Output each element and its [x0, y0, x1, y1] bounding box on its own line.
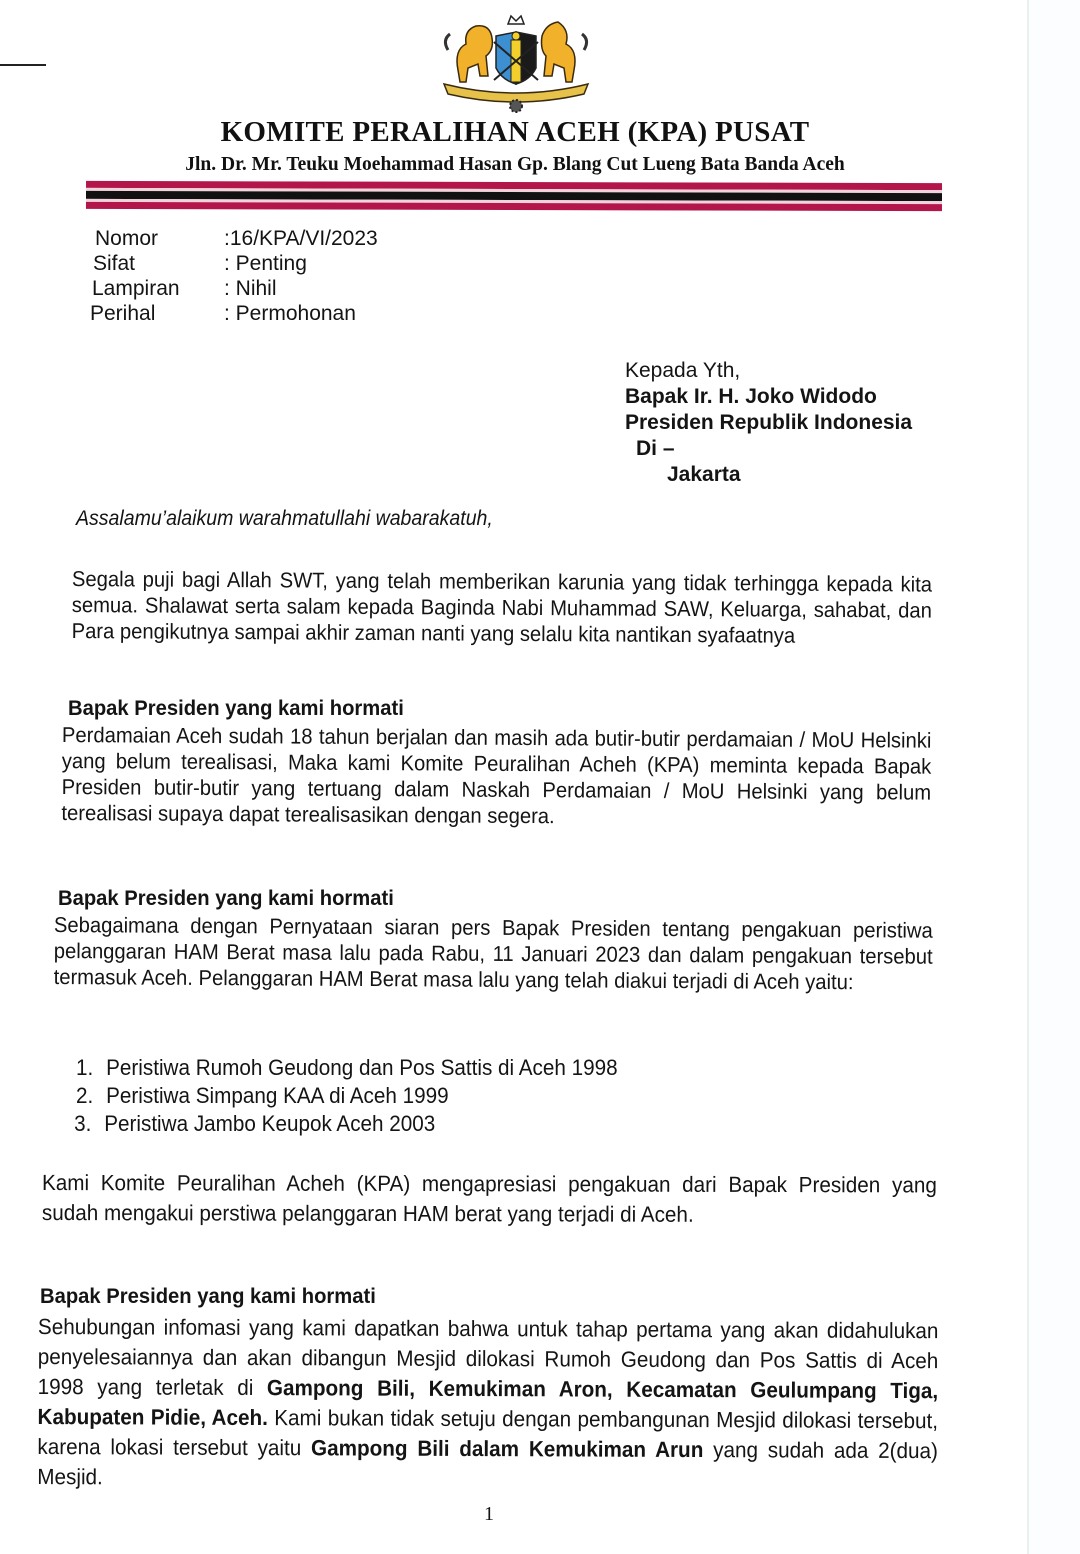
opening-paragraph: Segala puji bagi Allah SWT, yang telah memberikan karunia yang tidak terhingga kepada kita semua. Shalawat serta salam kepada Baginda Nabi Muhammad SAW, Keluarga, sahabat, dan Para pengikutnya sampai akhir zaman nanti yang selalu kita nantikan syafaatnya [71, 567, 933, 648]
location-bold: Gampong Bili, Kemukiman Aron, Kecamatan Geulumpang Tiga, Kabupaten Pidie, Aceh. [37, 1375, 939, 1431]
section-heading: Bapak Presiden yang kami hormati [68, 696, 404, 720]
location-bold: Gampong Bili dalam Kemukiman Arun [311, 1435, 704, 1463]
meta-nature [90, 251, 378, 276]
list-number: 3. [74, 1111, 92, 1136]
page-number: 1 [484, 1503, 494, 1525]
incident-list [76, 1054, 618, 1138]
meta-attachment [90, 276, 378, 301]
recipient-city: Jakarta [667, 463, 741, 486]
greeting: Assalamu’alaikum warahmatullahi wabarakatuh, [76, 507, 493, 530]
meta-label: Lampiran [92, 277, 180, 300]
mou-paragraph: Perdamaian Aceh sudah 18 tahun berjalan dan masih ada butir-butir perdamaian / MoU Helsinki yang belum terealisasi, Maka kami Komite Peuralihan Acheh (KPA) meminta kepada Bapak Presiden butir-butir yang tertuang dalam Naskah Perdamaian / MoU Helsinki yang belum terealisasi supaya dapat terealisasikan dengan segera. [61, 723, 932, 829]
paper-edge [1027, 0, 1029, 1554]
scan-mark [0, 64, 46, 66]
organization-name: KOMITE PERALIHAN ACEH (KPA) PUSAT [220, 116, 810, 148]
mosque-paragraph [37, 1312, 938, 1496]
meta-label: Perihal [90, 302, 156, 325]
section-heading: Bapak Presiden yang kami hormati [58, 886, 394, 910]
list-text: Peristiwa Rumoh Geudong dan Pos Sattis di Aceh 1998 [106, 1055, 618, 1080]
meta-value: : Penting [224, 252, 307, 275]
recipient-title: Presiden Republik Indonesia [625, 411, 913, 434]
text-segment: Kami bukan tidak setuju dengan pembangunan Mesjid dilokasi tersebut, karena lokasi tersebut yaitu [37, 1405, 939, 1461]
aceh-coat-of-arms-icon [436, 10, 596, 114]
meta-number [90, 226, 378, 251]
meta-value: : Nihil [224, 277, 277, 300]
list-number: 2. [76, 1083, 94, 1108]
list-text: Peristiwa Jambo Keupok Aceh 2003 [104, 1111, 436, 1136]
appreciation-paragraph: Kami Komite Peuralihan Acheh (KPA) mengapresiasi pengakuan dari Bapak Presiden yang sudah mengakui perstiwa pelanggaran HAM berat yang terjadi di Aceh. [41, 1170, 937, 1227]
meta-value: : Permohonan [224, 302, 356, 325]
list-item [76, 1054, 618, 1082]
list-text: Peristiwa Simpang KAA di Aceh 1999 [106, 1083, 449, 1108]
letterhead-divider [86, 181, 942, 213]
recipient-salutation: Kepada Yth, [625, 359, 741, 382]
recipient-di: Di – [636, 437, 675, 460]
meta-value: :16/KPA/VI/2023 [224, 227, 378, 250]
section-heading: Bapak Presiden yang kami hormati [40, 1284, 376, 1308]
human-rights-paragraph: Sebagaimana dengan Pernyataan siaran pers Bapak Presiden tentang pengakuan peristiwa pelanggaran HAM Berat masa lalu pada Rabu, 11 Januari 2023 dan dalam pengakuan tersebut termasuk Aceh. Pelanggaran HAM Berat masa lalu yang telah diakui terjadi di Aceh yaitu: [53, 913, 933, 995]
meta-label: Nomor [95, 227, 159, 250]
list-item [74, 1110, 618, 1138]
letter-metadata [90, 226, 378, 326]
meta-subject [90, 301, 378, 326]
meta-label: Sifat [93, 252, 136, 275]
text-segment: yang sudah ada 2(dua) Mesjid. [37, 1437, 939, 1490]
text-segment: Sehubungan infomasi yang kami dapatkan bahwa untuk tahap pertama yang akan didahulukan penyelesaiannya dan akan dibangun Mesjid dilokasi Rumoh Geudong dan Pos Sattis di Aceh 1998 yang terletak di [37, 1314, 939, 1401]
list-item [76, 1082, 618, 1110]
list-number: 1. [76, 1055, 94, 1080]
recipient-name: Bapak Ir. H. Joko Widodo [625, 385, 877, 408]
recipient-block [625, 358, 912, 488]
paper-margin [1029, 0, 1080, 1554]
organization-address: Jln. Dr. Mr. Teuku Moehammad Hasan Gp. Blang Cut Lueng Bata Banda Aceh [185, 154, 845, 175]
